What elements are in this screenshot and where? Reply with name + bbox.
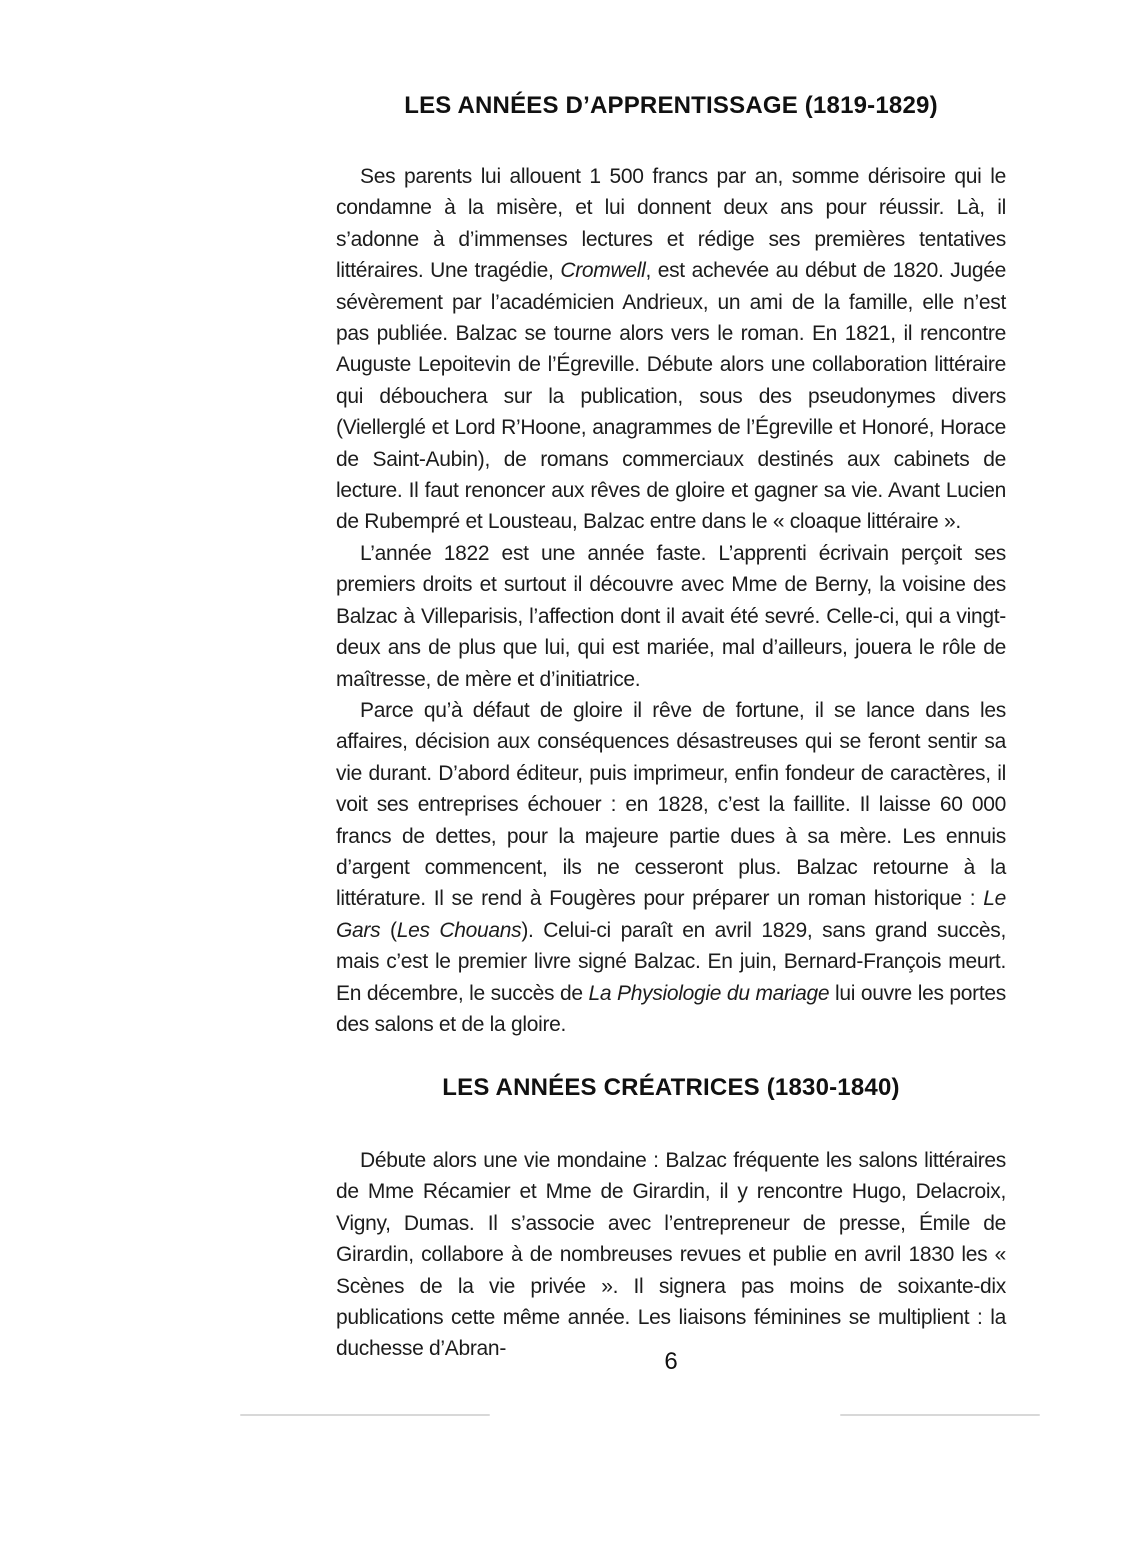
section-heading: LES ANNÉES CRÉATRICES (1830-1840) (442, 1074, 900, 1101)
body-paragraph: Débute alors une vie mondaine : Balzac fréquente les salons littéraires de Mme Récamier et Mme de Girardin, il y rencontre Hugo, Delacroix, Vigny, Dumas. Il s’associe avec l’entrepreneur de presse, Émile de Girardin, collabore à de nombreuses revues et publie en avril 1830 les « Scènes de la vie privée ». Il signera pas moins de soixante-dix publications cette même année. Les liaisons féminines se multiplient : la duchesse d’Abran- (336, 1149, 1006, 1361)
book-title: Les Chouans (396, 918, 522, 942)
book-title: Le Gars (336, 887, 1006, 942)
book-title: Cromwell (560, 259, 646, 283)
scan-artifact (840, 1414, 1040, 1416)
section-heading: LES ANNÉES D’APPRENTISSAGE (1819-1829) (404, 92, 938, 119)
body-paragraph: L’année 1822 est une année faste. L’apprenti écrivain perçoit ses premiers droits et surtout il découvre avec Mme de Berny, la voisine des Balzac à Villeparisis, l’affection dont il avait été sevré. Celle-ci, qui a vingt-deux ans de plus que lui, qui est mariée, mal d’ailleurs, jouera le rôle de maîtresse, de mère et d’initiatrice. (336, 541, 1006, 691)
page-number: 6 (664, 1348, 678, 1375)
book-title: La Physiologie du mariage (588, 981, 830, 1005)
body-paragraph: Ses parents lui allouent 1 500 francs par an, somme dérisoire qui le condamne à la misère, et lui donnent deux ans pour réussir. Là, il s’adonne à d’immenses lectures et rédige ses premières tentatives littéraires. Une tragédie, Cromwell, est achevée au début de 1820. Jugée sévèrement par l’académicien Andrieux, un ami de la famille, elle n’est pas publiée. Balzac se tourne alors vers le roman. En 1821, il rencontre Auguste Lepoitevin de l’Égreville. Débute alors une collaboration littéraire qui débouchera sur la publication, sous des pseudonymes divers (Viellerglé et Lord R’Hoone, anagrammes de l’Égreville et Honoré, Horace de Saint-Aubin), de romans commerciaux destinés aux cabinets de lecture. Il faut renoncer aux rêves de gloire et gagner sa vie. Avant Lucien de Rubempré et Lousteau, Balzac entre dans le « cloaque littéraire ». (336, 165, 1006, 534)
section-creative-years (336, 1073, 1006, 1365)
section-apprenticeship-years (336, 91, 1006, 1040)
body-paragraph: Parce qu’à défaut de gloire il rêve de fortune, il se lance dans les affaires, décision aux conséquences désastreuses qui se feront sentir sa vie durant. D’abord éditeur, puis imprimeur, enfin fondeur de caractères, il voit ses entreprises échouer : en 1828, c’est la faillite. Il laisse 60 000 francs de dettes, pour la majeure partie dues à sa mère. Les ennuis d’argent commencent, ils ne cesseront plus. Balzac retourne à la littérature. Il se rend à Fougères pour préparer un roman historique : Le Gars (Les Chouans). Celui-ci paraît en avril 1829, sans grand succès, mais c’est le premier livre signé Balzac. En juin, Bernard-François meurt. En décembre, le succès de La Physiologie du mariage lui ouvre les portes des salons et de la gloire. (336, 698, 1006, 1036)
scan-artifact (240, 1414, 490, 1416)
